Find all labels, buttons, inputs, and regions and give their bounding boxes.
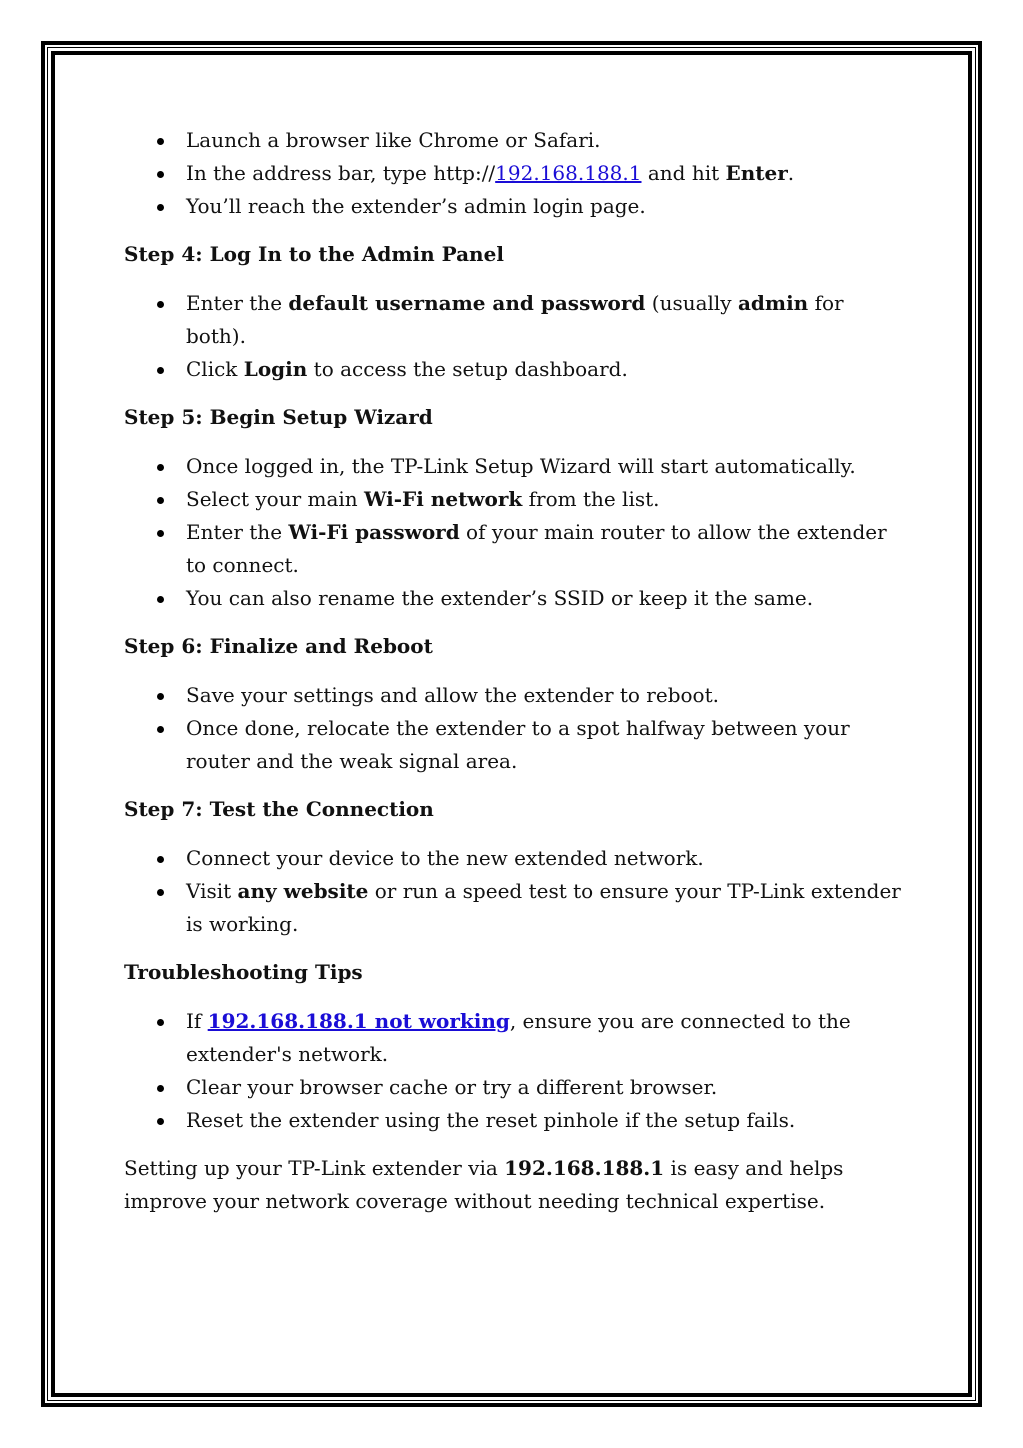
step6-heading: Step 6: Finalize and Reboot (124, 634, 433, 658)
list-item: If 192.168.188.1 not working, ensure you are connected to the extender's network. (124, 1005, 904, 1071)
list-item: Enter the default username and password (usually admin for both). (124, 287, 904, 353)
step4-list (124, 287, 904, 386)
step5-heading: Step 5: Begin Setup Wizard (124, 405, 433, 429)
list-item: Select your main Wi-Fi network from the list. (124, 483, 904, 516)
step6-list (124, 679, 904, 778)
list-item: Reset the extender using the reset pinhole if the setup fails. (124, 1104, 904, 1137)
step4-heading: Step 4: Log In to the Admin Panel (124, 242, 504, 266)
list-item: You can also rename the extender’s SSID or keep it the same. (124, 582, 904, 615)
ip-address-link[interactable]: 192.168.188.1 (495, 161, 642, 185)
list-item: Connect your device to the new extended network. (124, 842, 904, 875)
list-item: You’ll reach the extender’s admin login page. (124, 190, 904, 223)
list-item: Click Login to access the setup dashboard. (124, 353, 904, 386)
closing-paragraph: Setting up your TP-Link extender via 192.168.188.1 is easy and helps improve your network coverage without needing technical expertise. (124, 1156, 844, 1213)
list-item: Visit any website or run a speed test to ensure your TP-Link extender is working. (124, 875, 904, 941)
list-item: In the address bar, type http://192.168.188.1 and hit Enter. (124, 157, 904, 190)
step7-list (124, 842, 904, 941)
step7-heading: Step 7: Test the Connection (124, 797, 434, 821)
list-item: Enter the Wi-Fi password of your main router to allow the extender to connect. (124, 516, 904, 582)
list-item: Clear your browser cache or try a different browser. (124, 1071, 904, 1104)
list-item: Once done, relocate the extender to a spot halfway between your router and the weak signal area. (124, 712, 904, 778)
troubleshooting-heading: Troubleshooting Tips (124, 960, 363, 984)
document-body (124, 124, 904, 1218)
list-item: Once logged in, the TP-Link Setup Wizard will start automatically. (124, 450, 904, 483)
step5-list (124, 450, 904, 615)
list-item: Launch a browser like Chrome or Safari. (124, 124, 904, 157)
list-item: Save your settings and allow the extender to reboot. (124, 679, 904, 712)
intro-list (124, 124, 904, 223)
troubleshooting-list (124, 1005, 904, 1137)
not-working-link[interactable]: 192.168.188.1 not working (207, 1009, 510, 1033)
